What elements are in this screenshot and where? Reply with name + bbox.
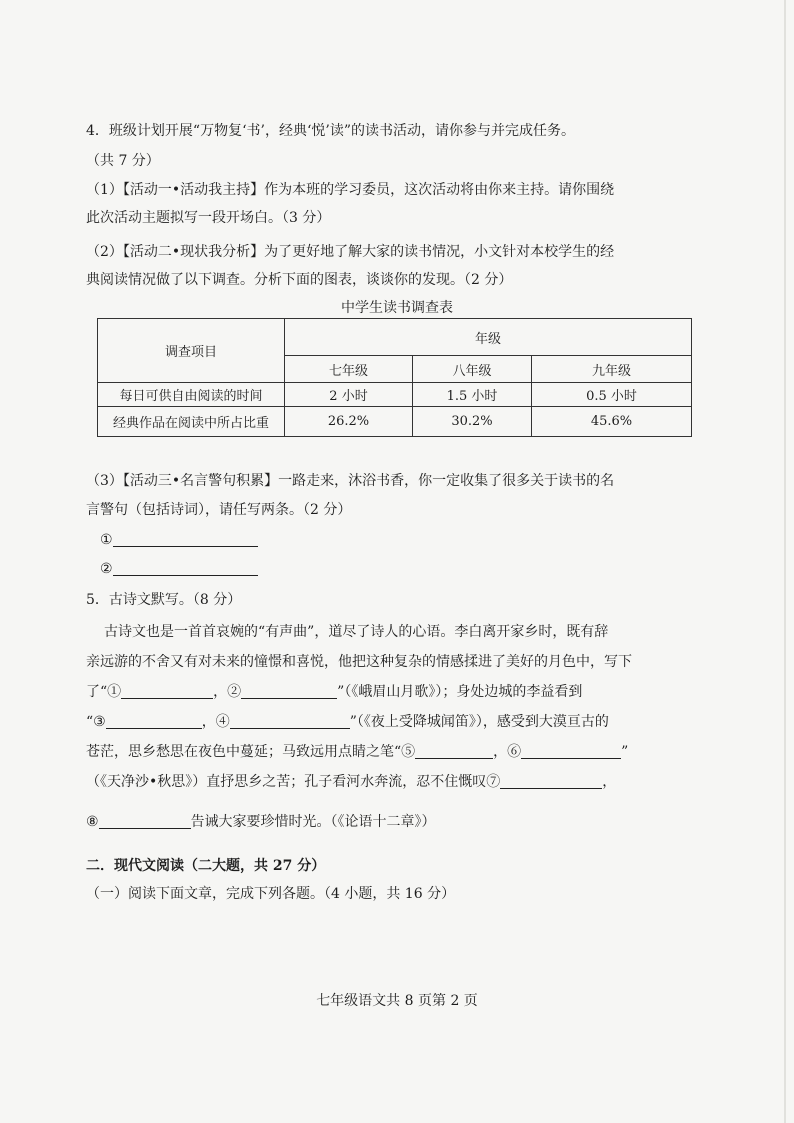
poem-blank-6[interactable] <box>521 743 621 759</box>
q5-line6 <box>86 772 616 792</box>
q4-activity3-line2: 言警句（包括诗词），请任写两条。（2 分） <box>86 502 352 518</box>
q5-text: ”（《夜上受降城闻笛》），感受到大漠亘古的 <box>349 714 609 730</box>
q5-line7 <box>86 812 436 832</box>
q5-text: ” <box>621 744 629 760</box>
q5-text: 苍茫，思乡愁思在夜色中蔓延；马致远用点睛之笔“⑤ <box>86 744 416 760</box>
answer-blank-2[interactable] <box>113 560 258 576</box>
cell-value: 45.6% <box>532 407 692 437</box>
table-row <box>98 407 692 437</box>
q4-activity3-line1: （3）【活动三•名言警句积累】一路走来，沐浴书香，你一定收集了很多关于读书的名 <box>86 473 615 489</box>
table-row <box>98 383 692 407</box>
reading-survey-table <box>97 318 692 437</box>
header-grade-9: 九年级 <box>532 356 692 383</box>
q5-para-line2: 亲远游的不舍又有对未来的憧憬和喜悦，他把这种复杂的情感揉进了美好的月色中，写下 <box>86 654 632 670</box>
row-label: 每日可供自由阅读的时间 <box>98 383 285 407</box>
q4-activity1-line1: （1）【活动一•活动我主持】作为本班的学习委员，这次活动将由你来主持。请你围绕 <box>86 182 615 198</box>
row-label: 经典作品在阅读中所占比重 <box>98 407 285 437</box>
q4-activity1-line2: 此次活动主题拟写一段开场白。（3 分） <box>86 210 331 226</box>
q4-score: （共 7 分） <box>86 153 160 169</box>
q5-text: ⑧ <box>86 814 99 830</box>
poem-blank-2[interactable] <box>241 683 337 699</box>
answer-mark-1: ① <box>100 532 113 548</box>
q5-text: ，④ <box>201 714 230 730</box>
poem-blank-3[interactable] <box>106 713 202 729</box>
header-survey-item: 调查项目 <box>98 319 285 383</box>
answer-mark-2: ② <box>100 561 113 577</box>
q5-para-line1: 古诗文也是一首首哀婉的“有声曲”，道尽了诗人的心语。李白离开家乡时，既有辞 <box>104 624 609 640</box>
q5-title: 5．古诗文默写。（8 分） <box>86 592 242 608</box>
poem-blank-5[interactable] <box>415 743 493 759</box>
q4-activity2-line2: 典阅读情况做了以下调查。分析下面的图表，谈谈你的发现。（2 分） <box>86 272 513 288</box>
cell-value: 0.5 小时 <box>532 383 692 407</box>
page-fold-shadow <box>784 0 786 1123</box>
q5-line4 <box>86 712 609 732</box>
q5-line5 <box>86 742 628 762</box>
q5-text: ，⑥ <box>493 744 522 760</box>
q5-text: 告诫大家要珍惜时光。（《论语十二章》） <box>190 814 436 830</box>
poem-blank-1[interactable] <box>121 683 213 699</box>
table-title: 中学生读书调查表 <box>341 300 453 316</box>
q5-text: “③ <box>86 714 106 730</box>
header-grade-8: 八年级 <box>413 356 532 383</box>
cell-value: 26.2% <box>285 407 413 437</box>
q5-text: （《天净沙•秋思》）直抒思乡之苦；孔子看河水奔流，忍不住慨叹⑦ <box>86 774 501 790</box>
answer-line-1 <box>100 530 258 550</box>
q5-text: ， <box>602 774 617 790</box>
q5-text: ”（《峨眉山月歌》）；身处边城的李益看到 <box>337 684 583 700</box>
cell-value: 1.5 小时 <box>413 383 532 407</box>
q5-text: ，② <box>213 684 242 700</box>
poem-blank-4[interactable] <box>230 713 350 729</box>
q5-text: 了“① <box>86 684 122 700</box>
poem-blank-8[interactable] <box>99 813 191 829</box>
header-grade: 年级 <box>285 319 692 356</box>
cell-value: 2 小时 <box>285 383 413 407</box>
section2-sub1: （一）阅读下面文章，完成下列各题。（4 小题，共 16 分） <box>86 886 456 902</box>
q4-activity2-line1: （2）【活动二•现状我分析】为了更好地了解大家的读书情况，小文针对本校学生的经 <box>86 244 615 260</box>
q5-line3 <box>86 682 582 702</box>
page-footer: 七年级语文共 8 页第 2 页 <box>316 993 478 1009</box>
q4-stem: 4．班级计划开展“万物复‘书’，经典‘悦’读”的读书活动，请你参与并完成任务。 <box>86 123 576 139</box>
cell-value: 30.2% <box>413 407 532 437</box>
header-grade-7: 七年级 <box>285 356 413 383</box>
poem-blank-7[interactable] <box>500 773 602 789</box>
answer-blank-1[interactable] <box>113 531 258 547</box>
section2-title: 二．现代文阅读（二大题，共 27 分） <box>86 858 326 874</box>
answer-line-2 <box>100 559 258 579</box>
